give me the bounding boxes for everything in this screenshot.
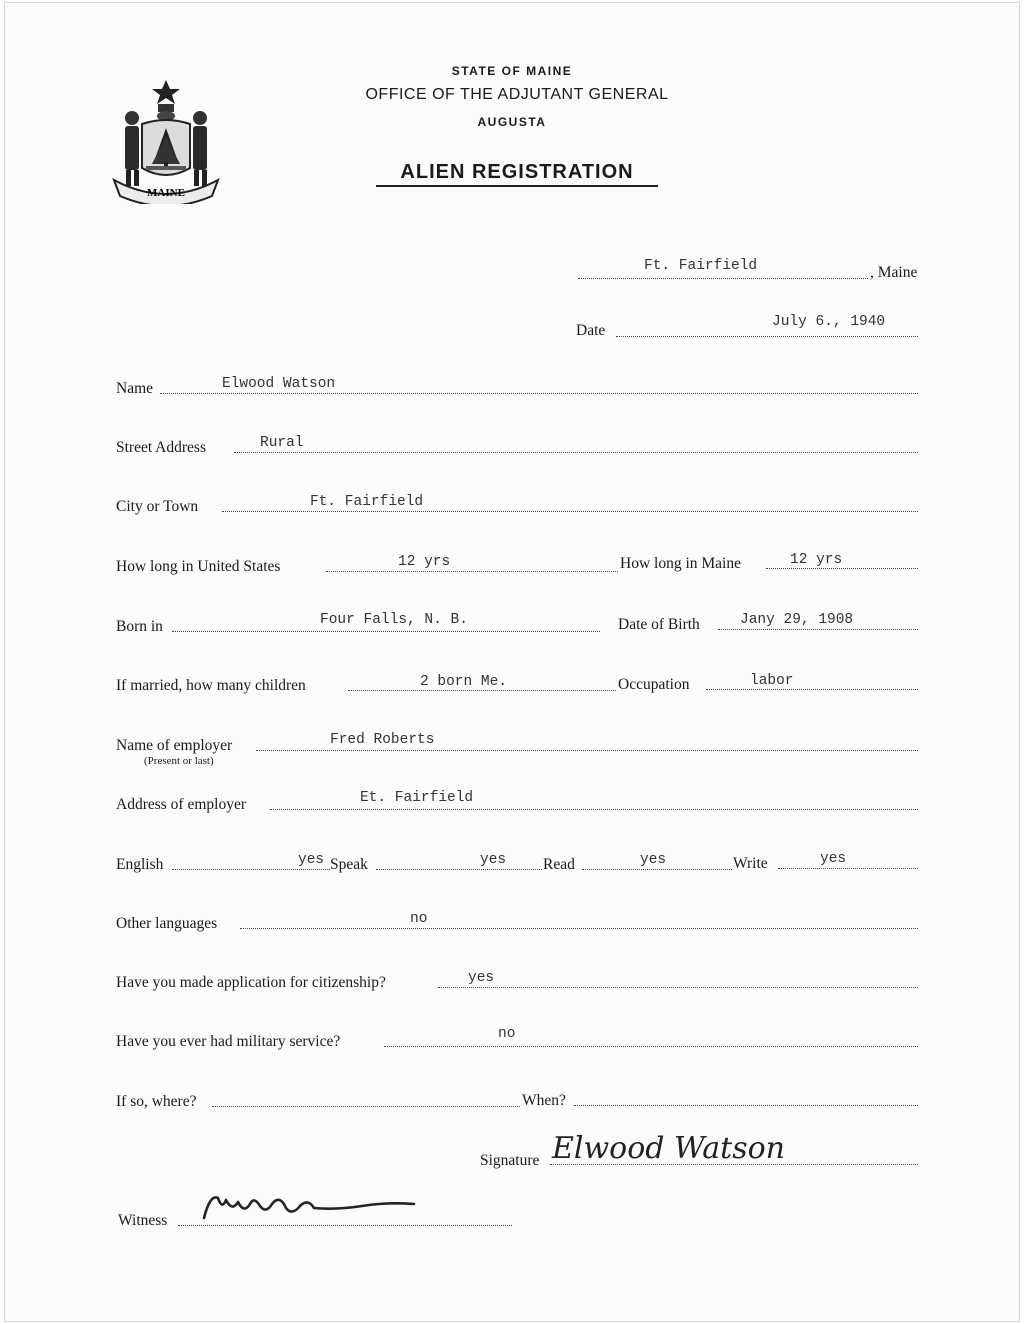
employer-address-value: Et. Fairfield [360,790,474,806]
us-duration-label: How long in United States [116,558,281,575]
citizenship-value: yes [468,970,495,986]
other-languages-value: no [410,911,428,927]
birth-date-dotted-line [718,629,918,630]
write-label: Write [733,855,768,872]
read-label: Read [543,856,575,873]
city-label: City or Town [116,498,199,515]
citizenship-dotted-line [438,987,918,988]
maine-duration-label: How long in Maine [620,555,741,572]
employer-label: Name of employer [116,737,233,754]
birth-date-label: Date of Birth [618,616,700,633]
write-dotted-line [778,868,918,869]
other-languages-label: Other languages [116,915,218,932]
born-in-label: Born in [116,618,163,635]
signature-handwriting: Elwood Watson [552,1131,785,1166]
maine-seal-icon [110,76,222,204]
signature-label: Signature [480,1152,540,1169]
seal-text: MAINE [147,187,185,199]
witness-label: Witness [118,1212,168,1229]
occupation-label: Occupation [618,676,690,693]
name-value: Elwood Watson [222,376,336,392]
place-value: Ft. Fairfield [644,258,758,274]
employer-address-label: Address of employer [116,796,246,813]
speak-label: Speak [330,856,368,873]
name-label: Name [116,380,154,397]
military-label: Have you ever had military service? [116,1033,341,1050]
speak-value: yes [480,852,507,868]
employer-dotted-line [256,750,918,751]
form-title: ALIEN REGISTRATION [376,161,658,187]
us-duration-dotted-line [326,571,618,572]
occupation-dotted-line [706,689,918,690]
where-dotted-line [212,1106,520,1107]
maine-duration-dotted-line [766,568,918,569]
read-value: yes [640,852,667,868]
children-dotted-line [348,690,616,691]
us-duration-value: 12 yrs [398,554,451,570]
children-label: If married, how many children [116,677,306,694]
where-label: If so, where? [116,1093,197,1110]
street-address-dotted-line [234,452,918,453]
date-value: July 6., 1940 [772,314,886,330]
military-dotted-line [384,1046,918,1047]
occupation-value: labor [750,673,794,689]
name-dotted-line [160,393,918,394]
city-heading: AUGUSTA [477,115,547,129]
street-address-value: Rural [260,435,304,451]
when-dotted-line [574,1105,918,1106]
write-value: yes [820,851,847,867]
state-heading: STATE OF MAINE [451,64,573,78]
witness-signature [196,1186,426,1226]
speak-dotted-line [376,869,542,870]
place-suffix: , Maine [870,264,918,281]
city-value: Ft. Fairfield [310,494,424,510]
born-in-value: Four Falls, N. B. [320,612,468,628]
city-dotted-line [222,511,918,512]
when-label: When? [522,1092,566,1109]
birth-date-value: Jany 29, 1908 [740,612,854,628]
english-label: English [116,856,164,873]
english-value: yes [298,852,325,868]
date-dotted-line [616,336,918,337]
street-address-label: Street Address [116,439,206,456]
date-label: Date [576,322,606,339]
employer-value: Fred Roberts [330,732,435,748]
place-dotted-line [578,278,868,279]
employer-sublabel: (Present or last) [144,755,214,767]
military-value: no [498,1026,516,1042]
read-dotted-line [582,869,732,870]
maine-duration-value: 12 yrs [790,552,843,568]
applicant-signature [546,1112,846,1174]
english-dotted-line [172,869,330,870]
children-value: 2 born Me. [420,674,508,690]
employer-address-dotted-line [270,809,918,810]
office-heading: OFFICE OF THE ADJUTANT GENERAL [365,86,669,103]
other-languages-dotted-line [240,928,918,929]
citizenship-label: Have you made application for citizenship? [116,974,386,991]
born-in-dotted-line [172,631,600,632]
